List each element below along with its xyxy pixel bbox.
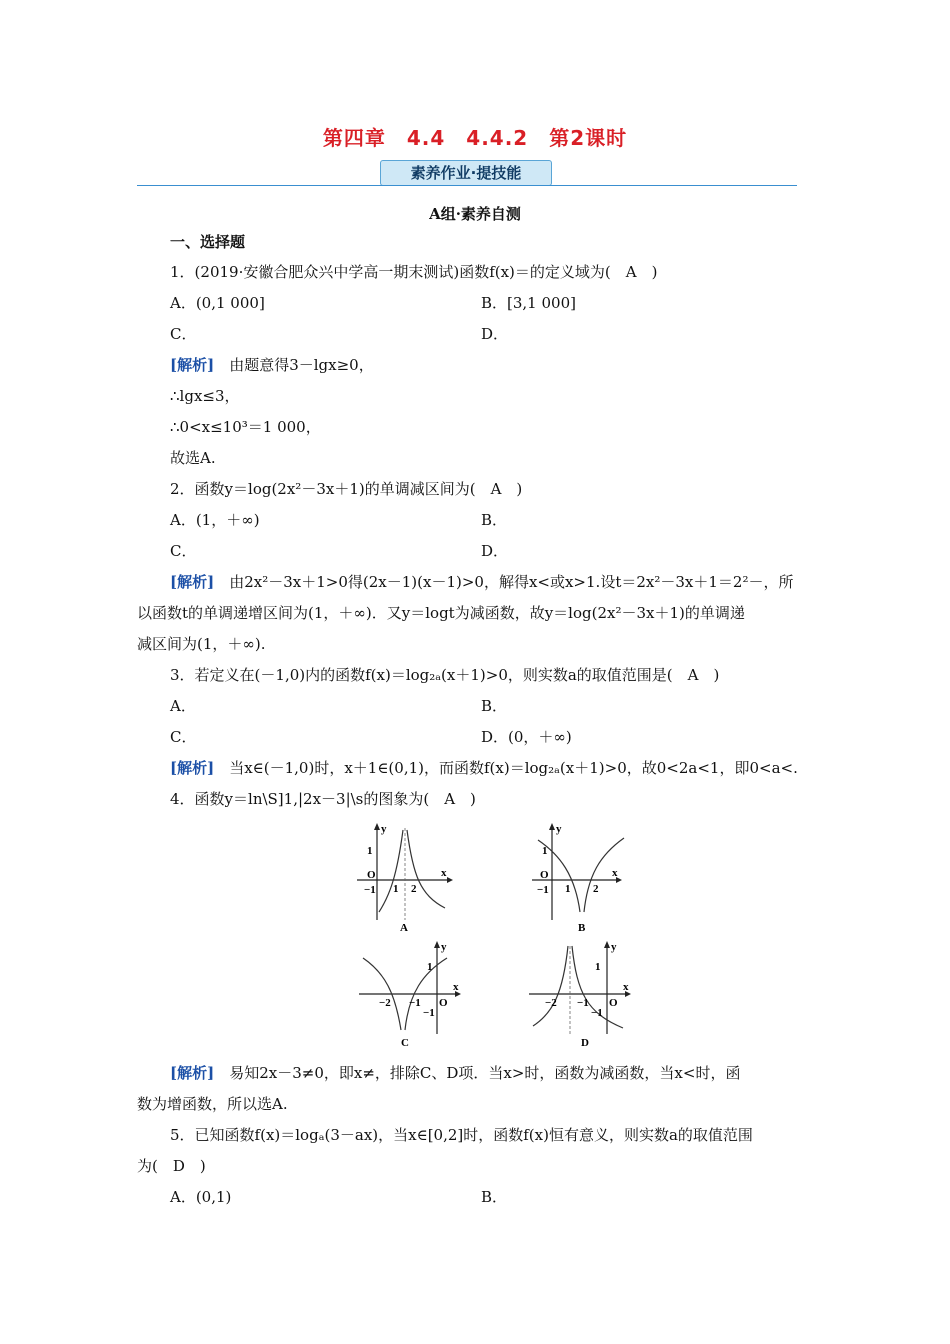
graph-a	[355, 820, 455, 935]
q4-analysis-line1: 易知2x－3≠0，即x≠，排除C、D项．当x>时，函数为减函数，当x<时，函	[214, 1064, 741, 1082]
q3-stem: 3．若定义在(－1,0)内的函数f(x)＝log₂ₐ(x＋1)>0，则实数a的取值范围是( A )	[170, 666, 720, 684]
q3-option-c: C．	[170, 728, 197, 746]
axis-y-label: y	[556, 823, 562, 835]
q2-analysis	[170, 571, 793, 592]
q1-analysis-line1: 由题意得3－lgx≥0，	[214, 356, 374, 374]
q1-analysis-line2: ∴lgx≤3，	[170, 387, 240, 405]
tick-label: 2	[411, 883, 417, 895]
axis-x-label: x	[453, 981, 459, 993]
q1-option-a: A．(0,1 000]	[170, 294, 265, 312]
analysis-tag: [解析]	[170, 759, 215, 777]
q5-option-a: A．(0,1)	[170, 1188, 232, 1206]
tick-label: −1	[591, 1007, 603, 1019]
section-banner: 素养作业·提技能	[380, 160, 552, 186]
origin-label: O	[367, 869, 376, 881]
curve-left	[533, 946, 568, 1026]
tick-label: 1	[595, 961, 601, 973]
axis-y-label: y	[441, 941, 447, 953]
y-axis-arrow	[549, 823, 555, 830]
tick-label: −1	[364, 884, 376, 896]
analysis-tag: [解析]	[170, 356, 215, 374]
page-title: 第四章 4.4 4.4.2 第2课时	[322, 126, 628, 150]
q1-option-d: D．	[481, 325, 509, 343]
axis-x-label: x	[441, 867, 447, 879]
tick-label: −2	[545, 997, 557, 1009]
q4-stem: 4．函数y＝ln\S]1,|2x－3|\s的图象为( A )	[170, 790, 476, 808]
q1-option-c: C．	[170, 325, 197, 343]
q1-stem: 1．(2019·安徽合肥众兴中学高一期末测试)函数f(x)＝的定义域为( A )	[170, 263, 658, 281]
analysis-tag: [解析]	[170, 573, 215, 591]
q4-analysis	[170, 1062, 740, 1083]
y-axis-arrow	[434, 941, 440, 948]
curve-right	[407, 830, 445, 908]
q1-analysis	[170, 354, 374, 375]
tick-label: 2	[593, 883, 599, 895]
q2-option-a: A．(1，＋∞)	[170, 511, 260, 529]
graph-d	[525, 938, 635, 1053]
y-axis-arrow	[604, 941, 610, 948]
q3-analysis	[170, 757, 798, 778]
curve-right	[584, 838, 624, 912]
axis-y-label: y	[611, 941, 617, 953]
graph-label-b: B	[578, 922, 586, 934]
tick-label: 1	[542, 845, 548, 857]
origin-label: O	[439, 997, 448, 1009]
section-heading: 一、选择题	[170, 233, 246, 251]
tick-label: −1	[537, 884, 549, 896]
q2-analysis-line3: 减区间为(1，＋∞).	[137, 635, 266, 653]
graph-label-a: A	[400, 922, 408, 934]
tick-label: 1	[565, 883, 571, 895]
q2-option-c: C．	[170, 542, 197, 560]
graph-c	[355, 938, 465, 1053]
x-axis-arrow	[447, 877, 453, 883]
tick-label: 1	[427, 961, 433, 973]
q3-option-a: A．	[170, 697, 196, 715]
q2-option-b: B．	[481, 511, 508, 529]
curve-left	[379, 830, 403, 912]
origin-label: O	[609, 997, 618, 1009]
graph-label-c: C	[401, 1037, 409, 1049]
q3-analysis-line1: 当x∈(－1,0)时，x＋1∈(0,1)，而函数f(x)＝log₂ₐ(x＋1)>0，故0<2a<1，即0<a<.	[214, 759, 798, 777]
q3-option-d: D．(0，＋∞)	[481, 728, 572, 746]
graph-b	[530, 820, 630, 935]
q5-stem-line1: 5．已知函数f(x)＝logₐ(3－ax)，当x∈[0,2]时，函数f(x)恒有意义，则实数a的取值范围	[170, 1126, 753, 1144]
tick-label: −1	[409, 997, 421, 1009]
axis-x-label: x	[612, 867, 618, 879]
q4-analysis-line2: 数为增函数，所以选A.	[137, 1095, 288, 1113]
tick-label: −1	[577, 997, 589, 1009]
q1-option-b: B．[3,1 000]	[481, 294, 576, 312]
q2-analysis-line1: 由2x²－3x＋1>0得(2x－1)(x－1)>0，解得x<或x>1.设t＝2x²－3x＋1＝2²－，所	[214, 573, 794, 591]
tick-label: −2	[379, 997, 391, 1009]
q2-option-d: D．	[481, 542, 509, 560]
graph-label-d: D	[581, 1037, 589, 1049]
axis-x-label: x	[623, 981, 629, 993]
y-axis-arrow	[374, 823, 380, 830]
q2-stem: 2．函数y＝log(2x²－3x＋1)的单调减区间为( A )	[170, 480, 523, 498]
header-rule	[137, 185, 797, 186]
tick-label: 1	[367, 845, 373, 857]
axis-y-label: y	[381, 823, 387, 835]
analysis-tag: [解析]	[170, 1064, 215, 1082]
origin-label: O	[540, 869, 549, 881]
tick-label: −1	[423, 1007, 435, 1019]
group-title: A组·素养自测	[429, 205, 521, 223]
tick-label: 1	[393, 883, 399, 895]
q2-analysis-line2: 以函数t的单调递增区间为(1，＋∞)．又y＝logt为减函数，故y＝log(2x²－3x＋1)的单调递	[137, 604, 745, 622]
q1-analysis-line4: 故选A.	[170, 449, 216, 467]
q3-option-b: B．	[481, 697, 508, 715]
q1-analysis-line3: ∴0<x≤10³＝1 000，	[170, 418, 321, 436]
q5-option-b: B．	[481, 1188, 508, 1206]
q5-stem-line2: 为( D )	[137, 1157, 206, 1175]
